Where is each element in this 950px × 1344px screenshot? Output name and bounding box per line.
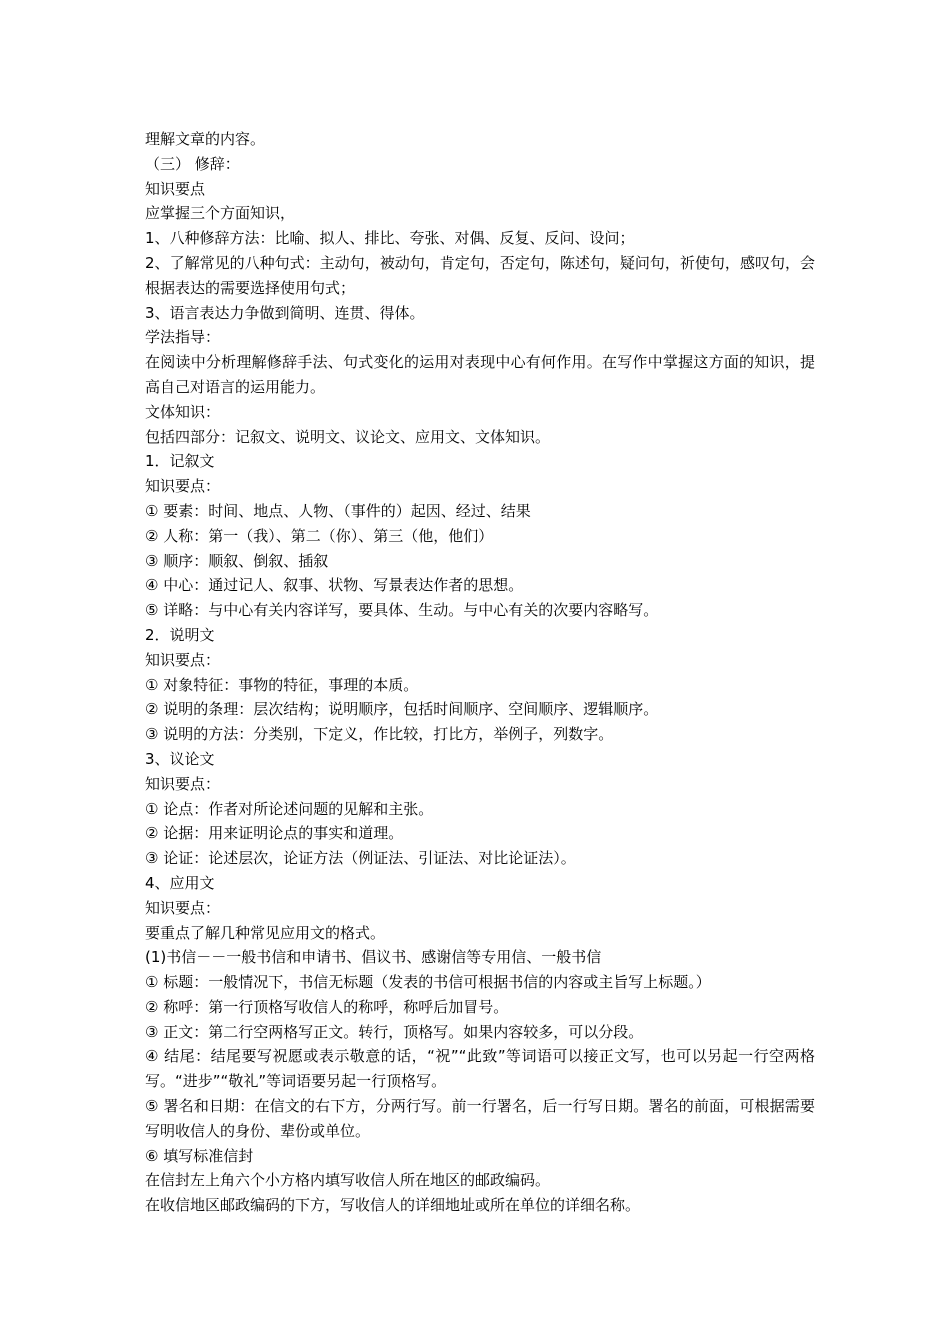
list-item: ⑥ 填写标准信封 [145, 1146, 254, 1165]
text-line: 知识要点： [145, 774, 221, 793]
text-line: 知识要点： [145, 477, 221, 496]
subheading-argumentative: 3、议论文 [145, 749, 215, 768]
text-line: 在信封左上角六个小方格内填写收信人所在地区的邮政编码。 [145, 1171, 551, 1190]
list-item: ③ 论证：论述层次，论证方法（例证法、引证法、对比论证法）。 [145, 849, 576, 868]
list-item: 1、八种修辞方法：比喻、拟人、排比、夸张、对偶、反复、反问、设问； [145, 229, 635, 248]
list-item: ④ 中心：通过记人、叙事、状物、写景表达作者的思想。 [145, 576, 524, 595]
list-item: ③ 正文：第二行空两格写正文。转行，顶格写。如果内容较多，可以分段。 [145, 1022, 644, 1041]
list-item: ⑤ 署名和日期：在信文的右下方，分两行写。前一行署名，后一行写日期。署名的前面，可根据需要写明收信人的身份、辈份或单位。 [145, 1097, 815, 1140]
list-item: ② 论据：用来证明论点的事实和道理。 [145, 824, 404, 843]
list-item: ④ 结尾：结尾要写祝愿或表示敬意的话，“祝”“此致”等词语可以接正文写，也可以另起一行空两格写。“进步”“敬礼”等词语要另起一行顶格写。 [145, 1047, 815, 1091]
list-item: ① 标题：一般情况下，书信无标题（发表的书信可根据书信的内容或主旨写上标题。） [145, 973, 711, 992]
text-line: 学法指导： [145, 328, 221, 347]
text-line: 应掌握三个方面知识， [145, 204, 296, 223]
text-line: 包括四部分：记叙文、说明文、议论文、应用文、文体知识。 [145, 427, 551, 446]
text-line: 要重点了解几种常见应用文的格式。 [145, 923, 386, 942]
list-item: ① 对象特征：事物的特征，事理的本质。 [145, 675, 419, 694]
section-heading-genre: 文体知识： [145, 402, 221, 421]
list-item: ② 称呼：第一行顶格写收信人的称呼，称呼后加冒号。 [145, 997, 509, 1016]
text-line: 在收信地区邮政编码的下方，写收信人的详细地址或所在单位的详细名称。 [145, 1196, 641, 1215]
list-item: ③ 顺序：顺叙、倒叙、插叙 [145, 551, 329, 570]
subheading-practical: 4、应用文 [145, 873, 215, 892]
text-line: 知识要点： [145, 650, 221, 669]
list-item: 2、了解常见的八种句式：主动句，被动句，肯定句，否定句，陈述句，疑问句，祈使句，感叹句，会根据表达的需要选择使用句式； [145, 253, 815, 297]
text-line: 理解文章的内容。 [145, 130, 266, 148]
subheading-narrative: 1．记叙文 [145, 452, 215, 471]
list-item: ② 说明的条理：层次结构；说明顺序，包括时间顺序、空间顺序、逻辑顺序。 [145, 700, 659, 719]
subheading-expository: 2．说明文 [145, 625, 215, 644]
list-item: ① 论点：作者对所论述问题的见解和主张。 [145, 799, 434, 818]
list-item: 3、语言表达力争做到简明、连贯、得体。 [145, 303, 425, 322]
section-heading-rhetoric: （三） 修辞： [145, 154, 240, 173]
list-item: ② 人称：第一（我）、第二（你）、第三（他，他们） [145, 526, 494, 545]
list-item: ⑤ 详略：与中心有关内容详写，要具体、生动。与中心有关的次要内容略写。 [145, 601, 659, 620]
list-item: ③ 说明的方法：分类别，下定义，作比较，打比方，举例子，列数字。 [145, 725, 614, 744]
text-line: 知识要点 [145, 179, 206, 198]
document-body [145, 127, 815, 1218]
subheading-letters: (1)书信－－一般书信和申请书、倡议书、感谢信等专用信、一般书信 [145, 948, 602, 967]
text-line: 知识要点： [145, 898, 221, 917]
paragraph: 在阅读中分析理解修辞手法、句式变化的运用对表现中心有何作用。在写作中掌握这方面的知识，提高自己对语言的运用能力。 [145, 353, 815, 396]
list-item: ① 要素：时间、地点、人物、（事件的）起因、经过、结果 [145, 501, 531, 520]
